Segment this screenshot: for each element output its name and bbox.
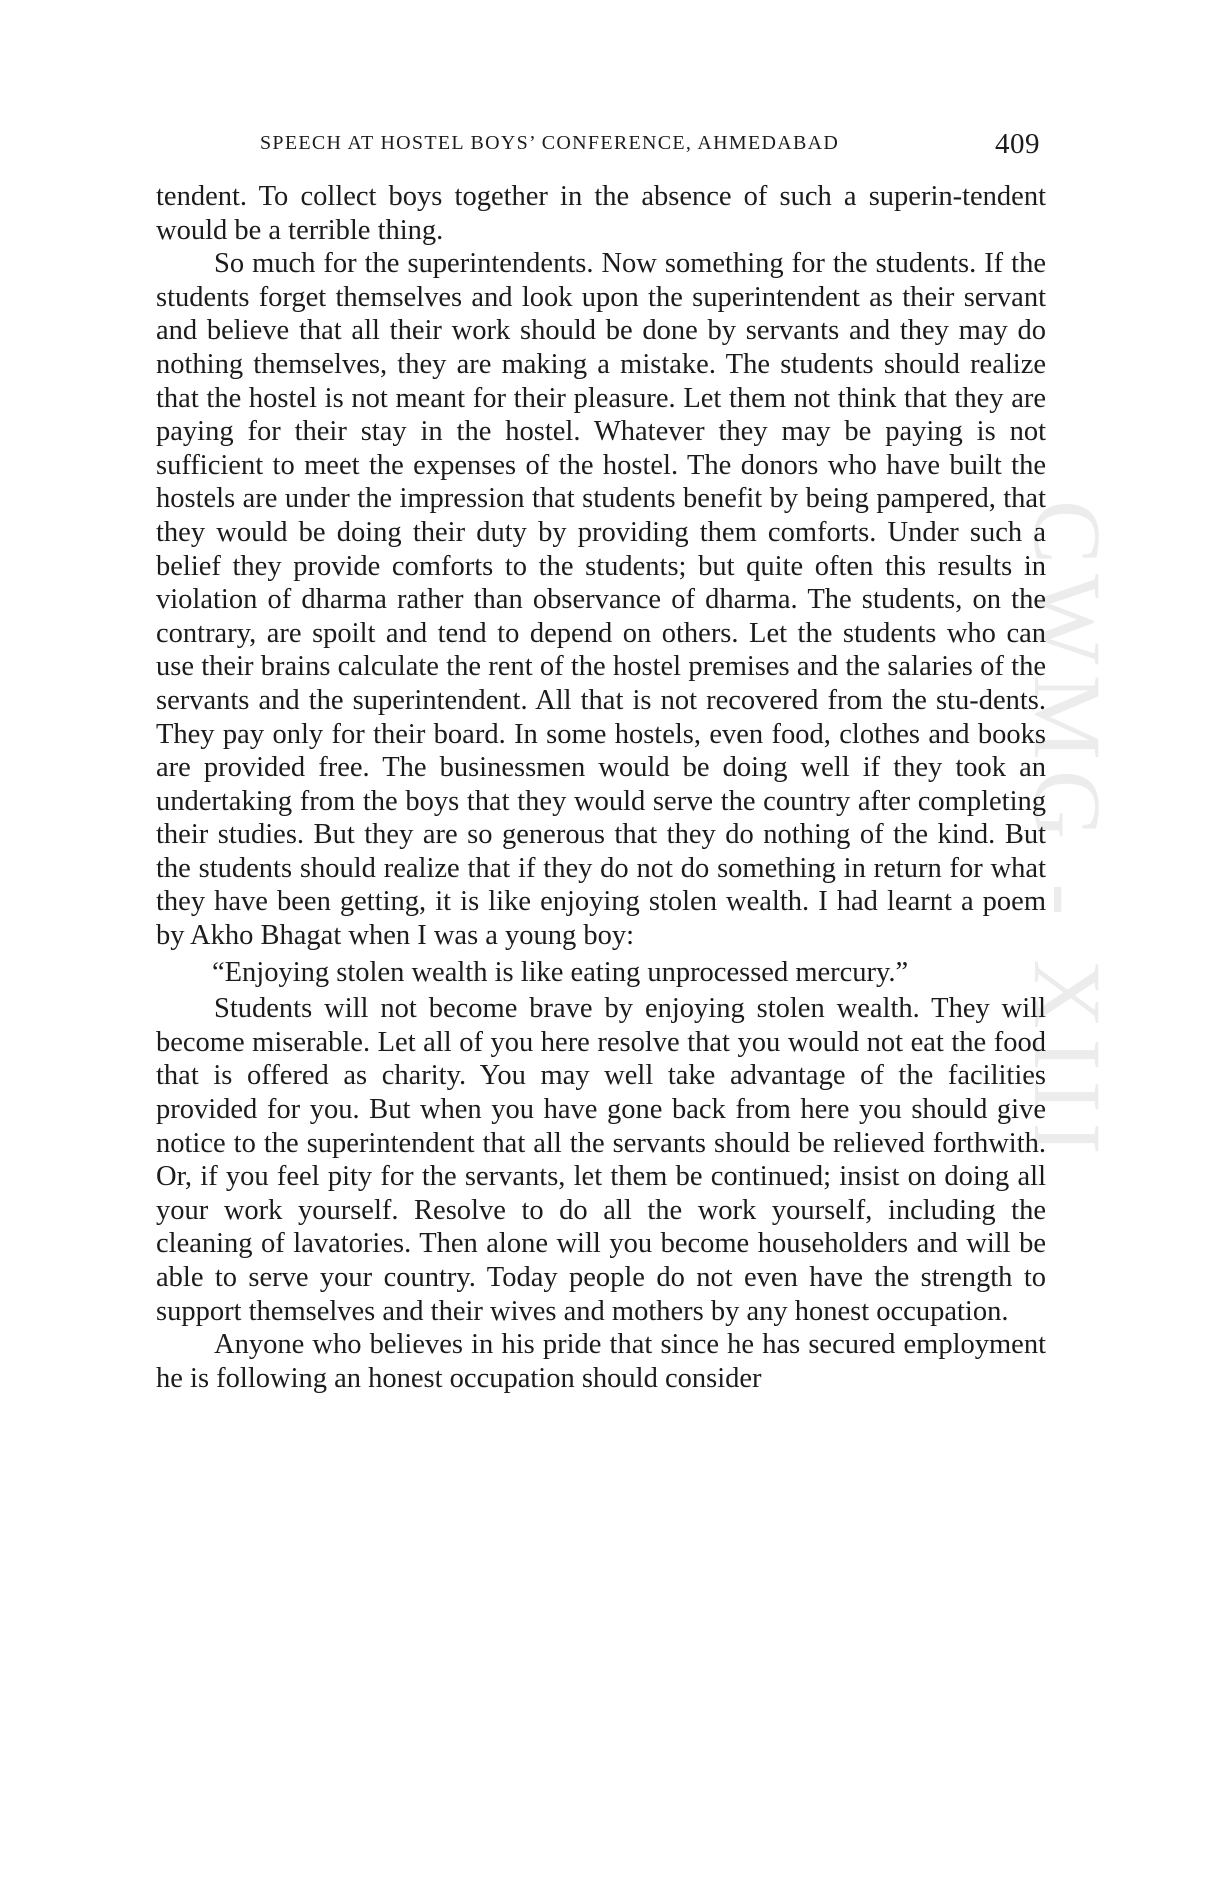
- running-head-title: SPEECH AT HOSTEL BOYS’ CONFERENCE, AHMEDABAD: [260, 132, 840, 154]
- paragraph-continued: tendent. To collect boys together in the absence of such a superin-tendent would be a terrible thing.: [156, 181, 1046, 246]
- page-number: 409: [995, 128, 1040, 160]
- paragraph-employment: Anyone who believes in his pride that since he has secured employment he is following an honest occupation should consider: [156, 1329, 1046, 1394]
- quotation: “Enjoying stolen wealth is like eating unprocessed mercury.”: [212, 956, 909, 988]
- paragraph-resolve: Students will not become brave by enjoying stolen wealth. They will become miserable. Let all of you here resolve that you would not eat the food that is offered as charity. You may well take advantage of the facilities provided for you. But when you have gone back from here you should give notice to the superintendent that all the servants should be relieved forthwith. Or, if you feel pity for the servants, let them be continued; insist on doing all your work yourself. Resolve to do all the work yourself, including the cleaning of lavatories. Then alone will you become householders and will be able to serve your country. Today people do not even have the strength to support themselves and their wives and mothers by any honest occupation.: [156, 993, 1046, 1327]
- watermark: CWMG - XIII: [1014, 500, 1121, 1165]
- paragraph-students: So much for the superintendents. Now something for the students. If the students forget themselves and look upon the superintendent as their servant and believe that all their work should be done by servants and they may do nothing themselves, they are making a mistake. The students should realize that the hostel is not meant for their pleasure. Let them not think that they are paying for their stay in the hostel. Whatever they may be paying is not sufficient to meet the expenses of the hostel. The donors who have built the hostels are under the impression that students benefit by being pampered, that they would be doing their duty by providing them comforts. Under such a belief they provide comforts to the students; but quite often this results in violation of dharma rather than observance of dharma. The students, on the contrary, are spoilt and tend to depend on others. Let the students who can use their brains calculate the rent of the hostel premises and the salaries of the servants and the superintendent. All that is not recovered from the stu-dents. They pay only for their board. In some hostels, even food, clothes and books are provided free. The businessmen would be doing well if they took an undertaking from the boys that they would serve the country after completing their studies. But they are so generous that they do nothing of the kind. But the students should realize that if they do not do something in return for what they have been getting, it is like enjoying stolen wealth. I had learnt a poem by Akho Bhagat when I was a young boy:: [156, 248, 1046, 952]
- body-text: [156, 180, 1046, 1395]
